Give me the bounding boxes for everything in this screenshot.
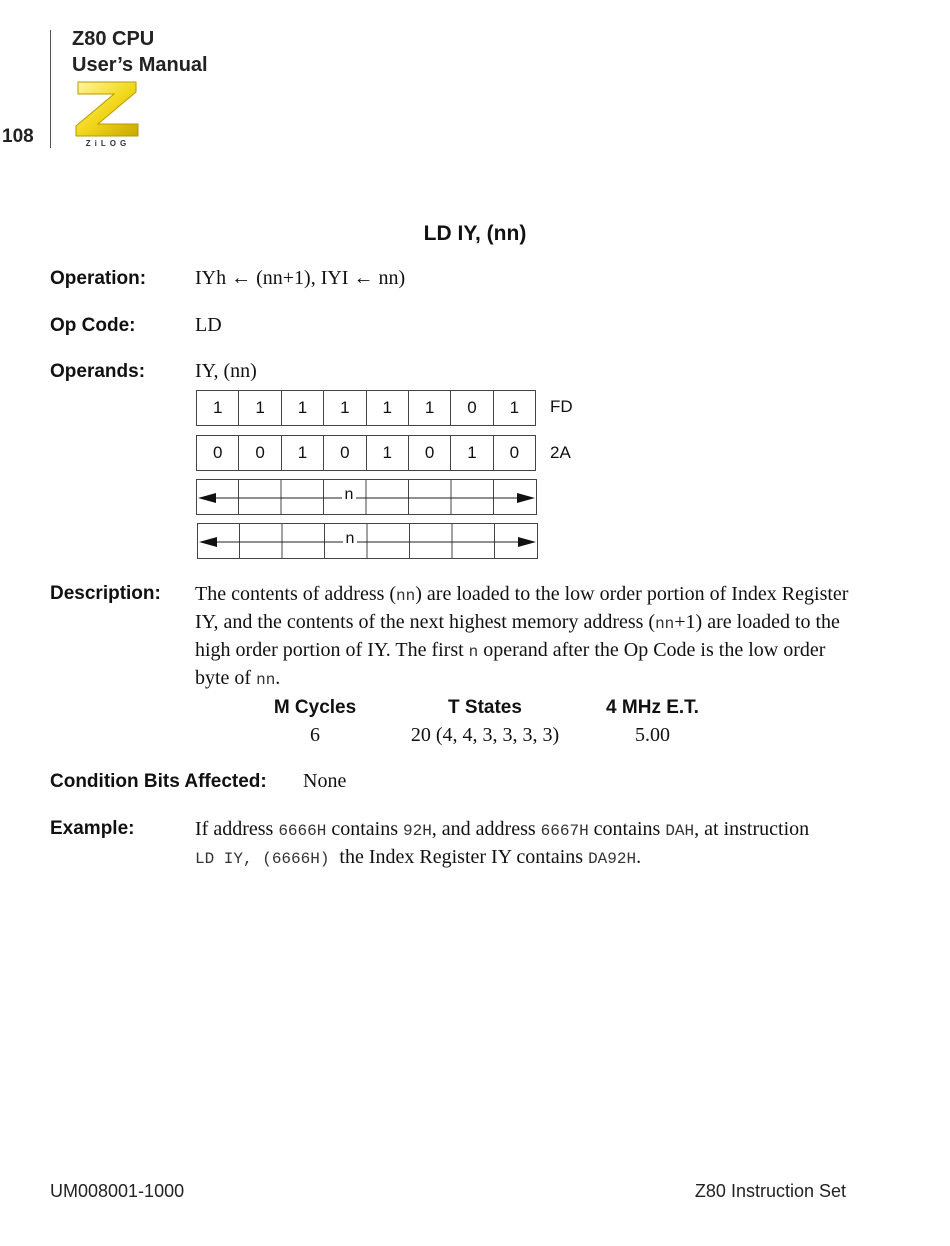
operand-n-label: n: [196, 486, 502, 504]
manual-title-line1: Z80 CPU: [72, 28, 155, 50]
operand-byte-row-2: [197, 523, 539, 559]
timing-value-m-cycles: 6: [310, 724, 320, 746]
zilog-logo: [74, 78, 142, 148]
bit-cell: 0: [451, 391, 493, 425]
bit-cell: 1: [239, 391, 281, 425]
byte1-hex-label: FD: [550, 397, 573, 416]
bit-cell: 0: [324, 436, 366, 470]
manual-title-line2: User’s Manual: [72, 54, 208, 76]
bit-cell: 0: [239, 436, 281, 470]
opcode-byte1-row: [196, 390, 536, 426]
bit-cell: 0: [197, 436, 239, 470]
footer-doc-id: UM008001-1000: [50, 1181, 185, 1201]
timing-header-et: 4 MHz E.T.: [606, 697, 699, 718]
operand-byte-row-1: [196, 479, 538, 515]
timing-header-t-states: T States: [448, 697, 522, 718]
bit-cell: 1: [324, 391, 366, 425]
condition-bits-label: Condition Bits Affected:: [50, 771, 267, 792]
bit-cell: 1: [451, 436, 493, 470]
description-text: The contents of address (nn) are loaded to the low order portion of Index Register IY, and the contents of the next highest memory address (nn+1) are loaded to the high order portion of IY. The first n operand after the Op Code is the low order byte of nn.: [195, 583, 849, 689]
example-label: Example:: [50, 818, 135, 839]
bit-cell: 1: [282, 391, 324, 425]
logo-text: ZiLOG: [85, 139, 131, 148]
operands-label: Operands:: [50, 361, 146, 382]
bit-cell: 0: [509, 443, 520, 462]
timing-value-et: 5.00: [635, 724, 670, 746]
operation-label: Operation:: [50, 268, 147, 289]
manual-title: [72, 26, 208, 78]
bit-cell: 1: [367, 391, 409, 425]
description-label: Description:: [50, 583, 161, 604]
operand-n-label: n: [197, 530, 503, 548]
example-text: If address 6666H contains 92H, and address 6667H contains DAH, at instruction LD IY, (6666H) the Index Register IY contains DA92H.: [195, 818, 810, 868]
opcode-value: LD: [195, 314, 222, 336]
instruction-title: LD IY, (nn): [423, 222, 527, 245]
header-divider: [50, 30, 51, 148]
condition-bits-value: None: [303, 770, 347, 792]
bit-cell: 0: [409, 436, 451, 470]
bit-cell: 1: [282, 436, 324, 470]
timing-header-m-cycles: M Cycles: [273, 697, 357, 718]
bit-cell: 1: [367, 436, 409, 470]
bit-cell: 1: [409, 391, 451, 425]
bit-cell: 1: [197, 391, 239, 425]
operands-value: IY, (nn): [195, 360, 257, 382]
byte2-hex-label: 2A: [550, 443, 571, 462]
opcode-label: Op Code:: [50, 315, 136, 336]
bit-cell: 1: [509, 398, 520, 417]
opcode-byte2-row: [196, 435, 536, 471]
page-number: 108: [2, 126, 34, 147]
operation-value: IYh ← (nn+1), IYI ← nn): [195, 267, 406, 289]
timing-value-t-states: 20 (4, 4, 3, 3, 3, 3): [410, 724, 560, 746]
footer-section: Z80 Instruction Set: [694, 1181, 846, 1201]
